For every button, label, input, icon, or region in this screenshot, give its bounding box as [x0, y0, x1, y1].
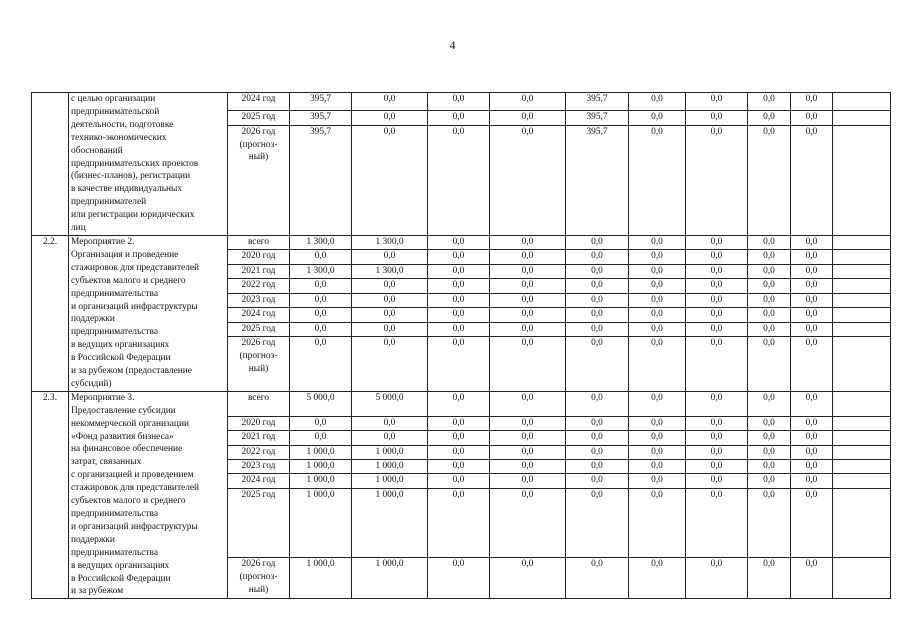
period-label: 2021 год [241, 432, 276, 443]
value-cell: 0,0 [566, 293, 629, 308]
value-cell: 0,0 [629, 431, 686, 445]
value-cell: 0,0 [629, 125, 686, 235]
value-cell: 0,0 [748, 431, 791, 445]
value-cell: 0,0 [791, 558, 833, 599]
value-cell: 0,0 [629, 264, 686, 279]
period-label: 2021 год [241, 265, 276, 276]
period-label: 2023 год [241, 294, 276, 305]
value-cell: 0,0 [686, 125, 748, 235]
value-cell: 0,0 [791, 445, 833, 459]
value-cell: 0,0 [791, 93, 833, 111]
period-cell [228, 474, 290, 488]
spacer-cell [833, 93, 891, 111]
value-cell: 0,0 [290, 308, 352, 323]
value-cell: 0,0 [791, 431, 833, 445]
value-cell: 0,0 [352, 293, 428, 308]
value-cell: 0,0 [791, 111, 833, 125]
value-cell: 0,0 [566, 558, 629, 599]
period-cell [228, 264, 290, 279]
value-cell: 0,0 [629, 391, 686, 416]
value-cell: 0,0 [791, 391, 833, 416]
section-name [69, 93, 228, 236]
value-cell: 0,0 [290, 322, 352, 337]
period-cell [228, 125, 290, 235]
value-cell: 0,0 [428, 250, 490, 265]
value-cell: 0,0 [352, 416, 428, 430]
period-cell [228, 337, 290, 391]
value-cell: 0,0 [428, 488, 490, 557]
value-cell: 0,0 [748, 391, 791, 416]
value-cell: 1 000,0 [352, 474, 428, 488]
period-label: 2025 год [241, 323, 276, 334]
period-label: 2026 год (прогноз- ный) [239, 126, 278, 163]
value-cell: 0,0 [428, 93, 490, 111]
value-cell: 0,0 [686, 250, 748, 265]
value-cell: 395,7 [290, 93, 352, 111]
value-cell: 0,0 [428, 391, 490, 416]
value-cell: 0,0 [629, 488, 686, 557]
period-label: 2026 год (прогноз- ный) [239, 559, 278, 595]
value-cell: 0,0 [428, 431, 490, 445]
value-cell: 0,0 [629, 416, 686, 430]
value-cell: 0,0 [290, 337, 352, 391]
value-cell: 0,0 [490, 250, 566, 265]
table-row [32, 93, 891, 111]
value-cell: 0,0 [428, 337, 490, 391]
value-cell: 0,0 [566, 431, 629, 445]
spacer-cell [833, 416, 891, 430]
value-cell: 0,0 [791, 308, 833, 323]
value-cell: 0,0 [290, 431, 352, 445]
value-cell: 0,0 [686, 416, 748, 430]
value-cell: 1 000,0 [352, 459, 428, 473]
value-cell: 1 300,0 [290, 264, 352, 279]
value-cell: 0,0 [428, 264, 490, 279]
value-cell: 0,0 [352, 250, 428, 265]
value-cell: 0,0 [352, 322, 428, 337]
value-cell: 0,0 [352, 125, 428, 235]
value-cell: 1 000,0 [352, 445, 428, 459]
spacer-cell [833, 391, 891, 416]
value-cell: 0,0 [629, 474, 686, 488]
section-name-text: Мероприятие 2. Организация и проведение стажировок для представителей субъектов малого и среднего предпринимательства и организаций инфраструктуры поддержки предпринимательства в ведущих организациях в Российской Федерации и за рубежом (предоставление субсидий) [71, 236, 200, 389]
value-cell: 0,0 [490, 488, 566, 557]
value-cell: 0,0 [566, 308, 629, 323]
value-cell: 1 000,0 [290, 488, 352, 557]
value-cell: 0,0 [490, 445, 566, 459]
value-cell: 0,0 [566, 488, 629, 557]
value-cell: 0,0 [748, 279, 791, 294]
value-cell: 0,0 [566, 474, 629, 488]
period-label: 2020 год [241, 417, 276, 428]
value-cell: 395,7 [566, 111, 629, 125]
period-label: 2024 год [241, 475, 276, 486]
value-cell: 0,0 [748, 558, 791, 599]
section-name [69, 391, 228, 599]
value-cell: 0,0 [490, 111, 566, 125]
value-cell: 0,0 [566, 391, 629, 416]
value-cell: 0,0 [791, 459, 833, 473]
value-cell: 0,0 [490, 558, 566, 599]
value-cell: 0,0 [629, 293, 686, 308]
period-label: 2025 год [241, 489, 276, 500]
value-cell: 0,0 [566, 337, 629, 391]
value-cell: 0,0 [352, 337, 428, 391]
value-cell: 0,0 [428, 279, 490, 294]
value-cell: 0,0 [352, 93, 428, 111]
value-cell: 0,0 [748, 474, 791, 488]
value-cell: 395,7 [290, 125, 352, 235]
value-cell: 0,0 [490, 431, 566, 445]
value-cell: 0,0 [791, 322, 833, 337]
spacer-cell [833, 308, 891, 323]
period-cell [228, 445, 290, 459]
value-cell: 0,0 [490, 391, 566, 416]
value-cell: 0,0 [629, 111, 686, 125]
section-number [32, 93, 69, 236]
value-cell: 0,0 [748, 488, 791, 557]
value-cell: 0,0 [748, 293, 791, 308]
value-cell: 0,0 [791, 488, 833, 557]
value-cell: 0,0 [428, 125, 490, 235]
value-cell: 0,0 [490, 93, 566, 111]
value-cell: 0,0 [490, 235, 566, 250]
value-cell: 1 300,0 [352, 235, 428, 250]
period-label: 2024 год [241, 94, 276, 104]
period-label: 2024 год [241, 309, 276, 320]
value-cell: 0,0 [490, 293, 566, 308]
value-cell: 0,0 [629, 459, 686, 473]
spacer-cell [833, 111, 891, 125]
section-name-text: с целью организации предпринимательской деятельности, подготовке технико-экономических обоснований предпринимательских проектов (бизнес-планов), регистрации в качестве индивидуальных предпринимателей или регистрации юридических лиц [71, 94, 199, 234]
period-cell [228, 111, 290, 125]
period-label: 2023 год [241, 460, 276, 471]
value-cell: 0,0 [428, 293, 490, 308]
value-cell: 0,0 [490, 264, 566, 279]
value-cell: 0,0 [428, 445, 490, 459]
value-cell: 0,0 [686, 279, 748, 294]
spacer-cell [833, 459, 891, 473]
value-cell: 0,0 [791, 474, 833, 488]
value-cell: 0,0 [748, 322, 791, 337]
period-cell [228, 431, 290, 445]
value-cell: 0,0 [686, 111, 748, 125]
value-cell: 0,0 [629, 558, 686, 599]
spacer-cell [833, 322, 891, 337]
value-cell: 0,0 [629, 445, 686, 459]
period-label: 2025 год [241, 112, 276, 123]
value-cell: 0,0 [686, 431, 748, 445]
value-cell: 1 300,0 [290, 235, 352, 250]
value-cell: 0,0 [566, 459, 629, 473]
value-cell: 0,0 [629, 250, 686, 265]
value-cell: 0,0 [629, 235, 686, 250]
period-cell [228, 235, 290, 250]
period-label: 2026 год (прогноз- ный) [239, 338, 278, 375]
period-label: всего [247, 392, 270, 403]
value-cell: 0,0 [791, 293, 833, 308]
value-cell: 0,0 [686, 293, 748, 308]
period-label: всего [247, 236, 270, 247]
table-row [32, 391, 891, 416]
period-cell [228, 293, 290, 308]
value-cell: 0,0 [686, 308, 748, 323]
spacer-cell [833, 488, 891, 557]
value-cell: 0,0 [748, 264, 791, 279]
value-cell: 0,0 [686, 337, 748, 391]
value-cell: 1 000,0 [290, 459, 352, 473]
spacer-cell [833, 235, 891, 250]
budget-table [31, 92, 891, 599]
value-cell: 0,0 [490, 474, 566, 488]
spacer-cell [833, 558, 891, 599]
value-cell: 0,0 [566, 279, 629, 294]
spacer-cell [833, 474, 891, 488]
value-cell: 395,7 [290, 111, 352, 125]
value-cell: 0,0 [629, 93, 686, 111]
value-cell: 395,7 [566, 93, 629, 111]
period-cell [228, 279, 290, 294]
section-name-text: Мероприятие 3. Предоставление субсидии некоммерческой организации «Фонд развития бизнеса» на финансовое обеспечение затрат, связанных с организацией и проведением стажировок для представителей субъектов малого и среднего предпринимательства и организаций инфраструктуры поддержки предпринимательства в ведущих организациях в Российской Федерации и за рубежом [71, 392, 200, 597]
value-cell: 0,0 [791, 337, 833, 391]
value-cell: 0,0 [686, 558, 748, 599]
section-number: 2.3. [32, 391, 69, 599]
value-cell: 0,0 [748, 125, 791, 235]
value-cell: 0,0 [428, 235, 490, 250]
value-cell: 0,0 [748, 250, 791, 265]
spacer-cell [833, 293, 891, 308]
value-cell: 0,0 [748, 235, 791, 250]
spacer-cell [833, 337, 891, 391]
period-cell [228, 416, 290, 430]
value-cell: 0,0 [791, 279, 833, 294]
value-cell: 0,0 [748, 459, 791, 473]
value-cell: 0,0 [791, 250, 833, 265]
spacer-cell [833, 279, 891, 294]
value-cell: 0,0 [566, 235, 629, 250]
value-cell: 0,0 [748, 416, 791, 430]
value-cell: 0,0 [428, 322, 490, 337]
value-cell: 0,0 [490, 279, 566, 294]
spacer-cell [833, 264, 891, 279]
spacer-cell [833, 445, 891, 459]
value-cell: 0,0 [428, 416, 490, 430]
value-cell: 0,0 [566, 416, 629, 430]
spacer-cell [833, 125, 891, 235]
value-cell: 0,0 [290, 250, 352, 265]
value-cell: 0,0 [791, 416, 833, 430]
value-cell: 0,0 [490, 337, 566, 391]
value-cell: 0,0 [428, 558, 490, 599]
value-cell: 5 000,0 [290, 391, 352, 416]
value-cell: 0,0 [290, 279, 352, 294]
value-cell: 0,0 [428, 111, 490, 125]
value-cell: 0,0 [566, 264, 629, 279]
table-row [32, 235, 891, 250]
value-cell: 0,0 [490, 308, 566, 323]
value-cell: 0,0 [791, 235, 833, 250]
value-cell: 0,0 [290, 416, 352, 430]
period-cell [228, 250, 290, 265]
value-cell: 0,0 [686, 488, 748, 557]
value-cell: 0,0 [352, 308, 428, 323]
value-cell: 0,0 [566, 445, 629, 459]
value-cell: 0,0 [352, 431, 428, 445]
section-number: 2.2. [32, 235, 69, 391]
value-cell: 0,0 [686, 264, 748, 279]
period-cell [228, 558, 290, 599]
spacer-cell [833, 250, 891, 265]
period-cell [228, 459, 290, 473]
period-cell [228, 322, 290, 337]
period-cell [228, 488, 290, 557]
value-cell: 0,0 [629, 322, 686, 337]
spacer-cell [833, 431, 891, 445]
value-cell: 0,0 [352, 111, 428, 125]
value-cell: 0,0 [290, 293, 352, 308]
value-cell: 395,7 [566, 125, 629, 235]
value-cell: 0,0 [629, 337, 686, 391]
period-label: 2020 год [241, 251, 276, 262]
value-cell: 0,0 [686, 235, 748, 250]
value-cell: 0,0 [748, 445, 791, 459]
period-cell [228, 391, 290, 416]
value-cell: 0,0 [686, 445, 748, 459]
value-cell: 0,0 [686, 459, 748, 473]
value-cell: 0,0 [428, 459, 490, 473]
value-cell: 0,0 [686, 322, 748, 337]
value-cell: 0,0 [566, 322, 629, 337]
value-cell: 5 000,0 [352, 391, 428, 416]
period-cell [228, 93, 290, 111]
value-cell: 1 000,0 [352, 558, 428, 599]
value-cell: 0,0 [686, 93, 748, 111]
value-cell: 0,0 [748, 308, 791, 323]
value-cell: 0,0 [428, 474, 490, 488]
value-cell: 1 000,0 [290, 474, 352, 488]
value-cell: 0,0 [791, 264, 833, 279]
value-cell: 0,0 [490, 416, 566, 430]
section-name [69, 235, 228, 391]
value-cell: 0,0 [428, 308, 490, 323]
period-label: 2022 год [241, 446, 276, 457]
value-cell: 0,0 [748, 93, 791, 111]
value-cell: 0,0 [629, 308, 686, 323]
value-cell: 0,0 [686, 474, 748, 488]
value-cell: 0,0 [686, 391, 748, 416]
value-cell: 0,0 [490, 459, 566, 473]
value-cell: 0,0 [490, 125, 566, 235]
page-number: 4 [449, 38, 456, 52]
value-cell: 0,0 [566, 250, 629, 265]
value-cell: 0,0 [748, 337, 791, 391]
value-cell: 1 000,0 [290, 558, 352, 599]
value-cell: 1 000,0 [290, 445, 352, 459]
value-cell: 0,0 [490, 322, 566, 337]
value-cell: 0,0 [791, 125, 833, 235]
value-cell: 1 300,0 [352, 264, 428, 279]
value-cell: 1 000,0 [352, 488, 428, 557]
period-cell [228, 308, 290, 323]
value-cell: 0,0 [352, 279, 428, 294]
period-label: 2022 год [241, 280, 276, 291]
value-cell: 0,0 [748, 111, 791, 125]
value-cell: 0,0 [629, 279, 686, 294]
